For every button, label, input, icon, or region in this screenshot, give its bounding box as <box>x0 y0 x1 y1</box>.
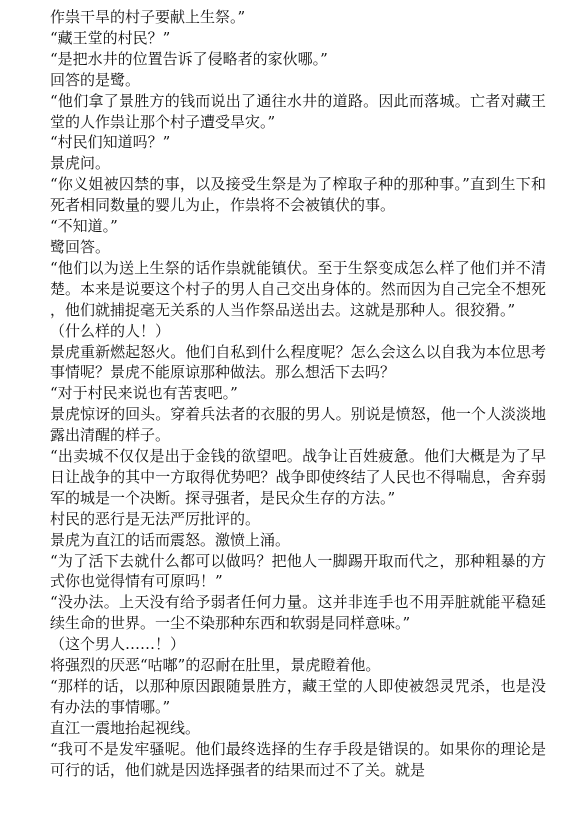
paragraph: （什么样的人！） <box>50 321 171 340</box>
paragraph: 景虎问。 <box>50 154 111 173</box>
paragraph: “不知道。” <box>50 217 118 236</box>
paragraph: “村民们知道吗？” <box>50 133 171 152</box>
paragraph: “你义姐被囚禁的事，以及接受生祭是为了榨取子种的那种事。”直到生下和死者相同数量的婴儿为止，作祟将不会被镇伏的事。 <box>50 175 546 215</box>
paragraph: 回答的是鹭。 <box>50 70 141 89</box>
paragraph: “他们以为送上生祭的话作祟就能镇伏。至于生祭变成怎么样了他们并不清楚。本来是说要这个村子的男人自己交出身体的。然而因为自己完全不想死，他们就捕捉毫无关系的人当作祭品送出去。这就是那种人。很狡猾。” <box>50 258 546 319</box>
paragraph: 作祟干旱的村子要献上生祭。” <box>50 8 246 26</box>
paragraph: 将强烈的厌恶“咕嘟”的忍耐在肚里，景虎瞪着他。 <box>50 656 381 675</box>
paragraph: 景虎重新燃起怒火。他们自私到什么程度呢？怎么会这么以自我为本位思考事情呢？景虎不能原谅那种做法。那么想活下去吗？ <box>50 342 546 382</box>
paragraph: （这个男人……！） <box>50 635 186 654</box>
paragraph: “是把水井的位置告诉了侵略者的家伙哪。” <box>50 49 328 68</box>
paragraph: 景虎惊讶的回头。穿着兵法者的衣服的男人。别说是愤怒，他一个人淡淡地露出清醒的样子。 <box>50 405 546 445</box>
paragraph: 景虎为直江的话而震怒。激愤上涌。 <box>50 530 291 549</box>
paragraph: “那样的话，以那种原因跟随景胜方，藏王堂的人即使被怨灵咒杀，也是没有办法的事情哪。” <box>50 677 546 716</box>
paragraph: “对于村民来说也有苦衷吧。” <box>50 384 238 403</box>
document-body <box>50 7 546 781</box>
paragraph: “他们拿了景胜方的钱而说出了通往水井的道路。因此而落城。亡者对藏王堂的人作祟让那个村子遭受旱灾。” <box>50 91 546 131</box>
paragraph: 直江一震地抬起视线。 <box>50 718 201 737</box>
paragraph: “没办法。上天没有给予弱者任何力量。这并非连手也不用弄脏就能平稳延续生命的世界。一尘不染那种东西和软弱是同样意味。” <box>50 593 546 633</box>
paragraph: 村民的恶行是无法严厉批评的。 <box>50 509 261 528</box>
paragraph: 鹭回答。 <box>50 237 111 256</box>
paragraph: “藏王堂的村民？” <box>50 28 171 47</box>
paragraph: “为了活下去就什么都可以做吗？把他人一脚踢开取而代之，那种粗暴的方式你也觉得情有可原吗！” <box>50 551 546 591</box>
paragraph: “出卖城不仅仅是出于金钱的欲望吧。战争让百姓疲惫。他们大概是为了早日让战争的其中一方取得优势吧？战争即使终结了人民也不得喘息，舍弃弱军的城是一个决断。探寻强者，是民众生存的方法。” <box>50 447 546 507</box>
paragraph: “我可不是发牢骚呢。他们最终选择的生存手段是错误的。如果你的理论是可行的话，他们就是因选择强者的结果而过不了关。就是 <box>50 739 546 779</box>
